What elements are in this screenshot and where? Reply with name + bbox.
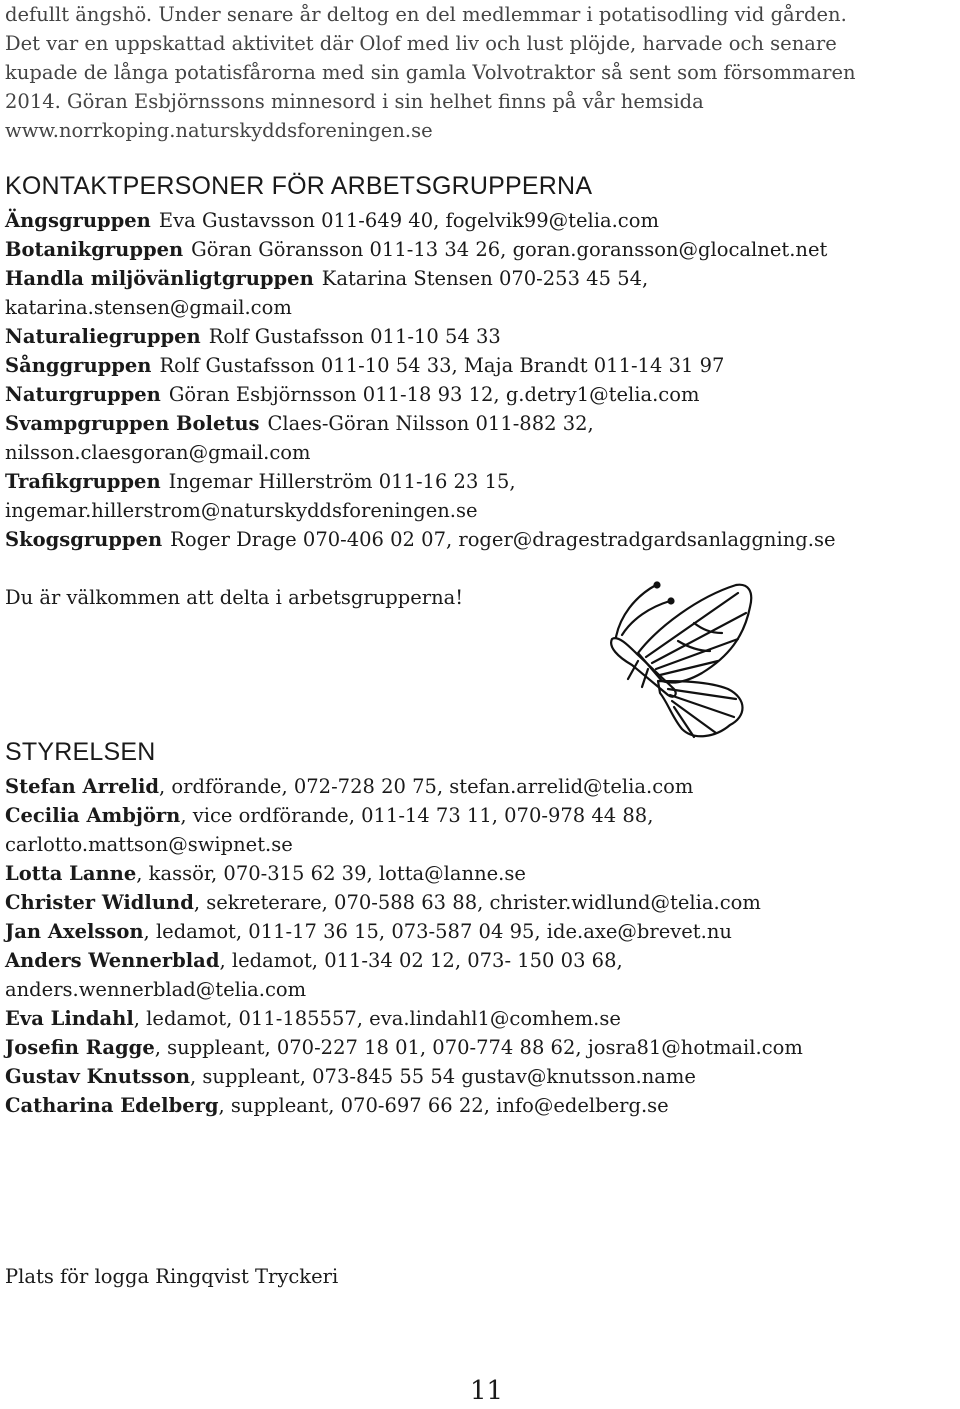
member-name: Gustav Knutsson xyxy=(5,1065,191,1088)
member-details: , sekreterare, 070-588 63 88, christer.widlund@telia.com xyxy=(193,891,761,914)
board-member-christer-widlund xyxy=(5,888,761,917)
contact-group-angsgruppen xyxy=(5,206,659,235)
board-member-stefan-arrelid xyxy=(5,772,693,801)
contact-group-handla-miljovanligt xyxy=(5,264,648,293)
board-member-email-cont: carlotto.mattson@swipnet.se xyxy=(5,833,293,856)
group-details: Eva Gustavsson 011-649 40, fogelvik99@telia.com xyxy=(158,209,659,232)
member-name: Catharina Edelberg xyxy=(5,1094,219,1117)
board-member-lotta-lanne xyxy=(5,859,526,888)
intro-line-4: 2014. Göran Esbjörnssons minnesord i sin helhet finns på vår hemsida xyxy=(5,90,704,113)
board-member-catharina-edelberg xyxy=(5,1091,669,1120)
contact-group-naturaliegruppen xyxy=(5,322,501,351)
member-name: Cecilia Ambjörn xyxy=(5,804,181,827)
member-details: , vice ordförande, 011-14 73 11, 070-978 44 88, xyxy=(180,804,654,827)
group-name: Naturgruppen xyxy=(5,383,161,406)
member-name: Josefin Ragge xyxy=(5,1036,155,1059)
contact-group-email-cont: ingemar.hillerstrom@naturskyddsforeningen.se xyxy=(5,499,478,522)
member-details: , suppleant, 070-697 66 22, info@edelberg.se xyxy=(218,1094,669,1117)
member-details: , ledamot, 011-17 36 15, 073-587 04 95, ide.axe@brevet.nu xyxy=(143,920,732,943)
board-member-email-cont: anders.wennerblad@telia.com xyxy=(5,978,307,1001)
member-name: Eva Lindahl xyxy=(5,1007,134,1030)
board-member-gustav-knutsson xyxy=(5,1062,696,1091)
member-name: Stefan Arrelid xyxy=(5,775,160,798)
member-name: Christer Widlund xyxy=(5,891,194,914)
group-name: Naturaliegruppen xyxy=(5,325,201,348)
group-details: Roger Drage 070-406 02 07, roger@dragestradgardsanlaggning.se xyxy=(170,528,836,551)
contact-group-naturgruppen xyxy=(5,380,699,409)
contact-group-email-cont: nilsson.claesgoran@gmail.com xyxy=(5,441,311,464)
member-details: , suppleant, 073-845 55 54 gustav@knutsson.name xyxy=(190,1065,696,1088)
group-name: Botanikgruppen xyxy=(5,238,184,261)
contact-group-svampgruppen xyxy=(5,409,594,438)
group-name: Ängsgruppen xyxy=(5,209,151,232)
group-name: Skogsgruppen xyxy=(5,528,163,551)
contact-group-sanggruppen xyxy=(5,351,724,380)
group-details: Göran Göransson 011-13 34 26, goran.goransson@glocalnet.net xyxy=(191,238,828,261)
welcome-text: Du är välkommen att delta i arbetsgrupperna! xyxy=(5,586,464,609)
member-details: , suppleant, 070-227 18 01, 070-774 88 62, josra81@hotmail.com xyxy=(154,1036,803,1059)
board-heading: STYRELSEN xyxy=(5,738,156,766)
group-name: Handla miljövänligtgruppen xyxy=(5,267,314,290)
contact-group-skogsgruppen xyxy=(5,525,836,554)
intro-website-link[interactable]: www.norrkoping.naturskyddsforeningen.se xyxy=(5,119,433,142)
group-name: Trafikgruppen xyxy=(5,470,161,493)
page-number: 11 xyxy=(470,1376,504,1406)
group-details: Claes-Göran Nilsson 011-882 32, xyxy=(267,412,594,435)
group-details: Ingemar Hillerström 011-16 23 15, xyxy=(168,470,516,493)
board-member-anders-wennerblad xyxy=(5,946,623,975)
group-details: Rolf Gustafsson 011-10 54 33 xyxy=(208,325,501,348)
board-member-cecilia-ambjorn xyxy=(5,801,653,830)
butterfly-illustration xyxy=(598,577,758,745)
member-details: , ledamot, 011-185557, eva.lindahl1@comhem.se xyxy=(133,1007,621,1030)
group-name: Sånggruppen xyxy=(5,354,152,377)
board-member-jan-axelsson xyxy=(5,917,732,946)
member-details: , ordförande, 072-728 20 75, stefan.arrelid@telia.com xyxy=(159,775,694,798)
intro-line-2: Det var en uppskattad aktivitet där Olof med liv och lust plöjde, harvade och senare xyxy=(5,32,837,55)
group-name: Svampgruppen Boletus xyxy=(5,412,260,435)
group-details: Katarina Stensen 070-253 45 54, xyxy=(321,267,649,290)
member-name: Anders Wennerblad xyxy=(5,949,220,972)
contact-group-botanikgruppen xyxy=(5,235,827,264)
member-name: Lotta Lanne xyxy=(5,862,137,885)
member-name: Jan Axelsson xyxy=(5,920,144,943)
member-details: , kassör, 070-315 62 39, lotta@lanne.se xyxy=(136,862,526,885)
logo-placeholder-text: Plats för logga Ringqvist Tryckeri xyxy=(5,1265,339,1288)
board-member-eva-lindahl xyxy=(5,1004,621,1033)
contact-group-trafikgruppen xyxy=(5,467,516,496)
contact-group-email-cont: katarina.stensen@gmail.com xyxy=(5,296,292,319)
contacts-heading: KONTAKTPERSONER FÖR ARBETSGRUPPERNA xyxy=(5,172,593,200)
group-details: Göran Esbjörnsson 011-18 93 12, g.detry1@telia.com xyxy=(168,383,700,406)
member-details: , ledamot, 011-34 02 12, 073- 150 03 68, xyxy=(219,949,623,972)
intro-line-1: defullt ängshö. Under senare år deltog en del medlemmar i potatisodling vid gården. xyxy=(5,3,847,26)
group-details: Rolf Gustafsson 011-10 54 33, Maja Brandt 011-14 31 97 xyxy=(159,354,725,377)
intro-line-3: kupade de långa potatisfårorna med sin gamla Volvotraktor så sent som försommaren xyxy=(5,61,856,84)
board-member-josefin-ragge xyxy=(5,1033,803,1062)
